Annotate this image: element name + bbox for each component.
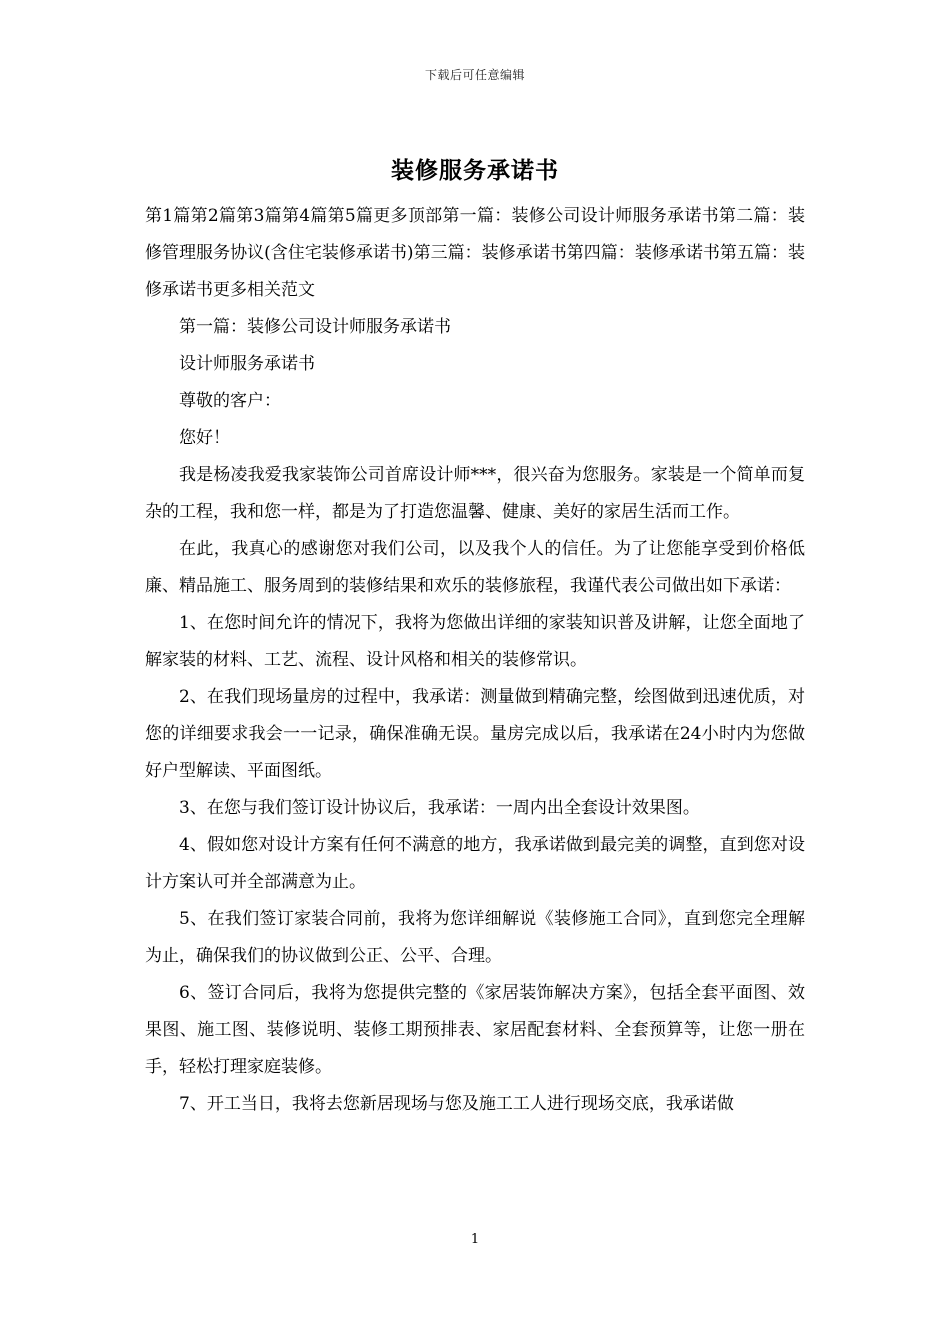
section-heading: 第一篇：装修公司设计师服务承诺书 (179, 317, 451, 337)
promise-item: 6、签订合同后，我将为您提供完整的《家居装饰解决方案》，包括全套平面图、效果图、施工图、装修说明、装修工期预排表、家居配套材料、全套预算等，让您一册在手，轻松打理家庭装修。 (145, 983, 805, 1077)
promise-item: 2、在我们现场量房的过程中，我承诺：测量做到精确完整，绘图做到迅速优质，对您的详细要求我会一一记录，确保准确无误。量房完成以后，我承诺在24小时内为您做好户型解读、平面图纸。 (145, 687, 805, 781)
promise-item: 1、在您时间允许的情况下，我将为您做出详细的家装知识普及讲解，让您全面地了解家装的材料、工艺、流程、设计风格和相关的装修常识。 (145, 613, 805, 670)
salutation: 尊敬的客户： (179, 391, 281, 411)
header-note: 下载后可任意编辑 (424, 68, 525, 82)
page-number: 1 (470, 1232, 480, 1247)
table-of-contents: 第1篇第2篇第3篇第4篇第5篇更多顶部第一篇：装修公司设计师服务承诺书第二篇：装修管理服务协议(含住宅装修承诺书)第三篇：装修承诺书第四篇：装修承诺书第五篇：装修承诺书更多相关范文 (145, 206, 805, 300)
document-title: 装修服务承诺书 (391, 157, 559, 184)
promise-item: 7、开工当日，我将去您新居现场与您及施工工人进行现场交底，我承诺做 (179, 1094, 734, 1114)
promise-item: 3、在您与我们签订设计协议后，我承诺：一周内出全套设计效果图。 (179, 798, 700, 818)
greeting: 您好！ (179, 428, 230, 448)
document-body (145, 198, 805, 1123)
promise-item: 5、在我们签订家装合同前，我将为您详细解说《装修施工合同》，直到您完全理解为止，确保我们的协议做到公正、公平、合理。 (145, 909, 805, 966)
body-paragraph: 我是杨凌我爱我家装饰公司首席设计师***，很兴奋为您服务。家装是一个简单而复杂的工程，我和您一样，都是为了打造您温馨、健康、美好的家居生活而工作。 (145, 465, 805, 522)
promise-item: 4、假如您对设计方案有任何不满意的地方，我承诺做到最完美的调整，直到您对设计方案认可并全部满意为止。 (145, 835, 805, 892)
body-paragraph: 在此，我真心的感谢您对我们公司，以及我个人的信任。为了让您能享受到价格低廉、精品施工、服务周到的装修结果和欢乐的装修旅程，我谨代表公司做出如下承诺： (145, 539, 805, 596)
letter-heading: 设计师服务承诺书 (179, 354, 315, 374)
